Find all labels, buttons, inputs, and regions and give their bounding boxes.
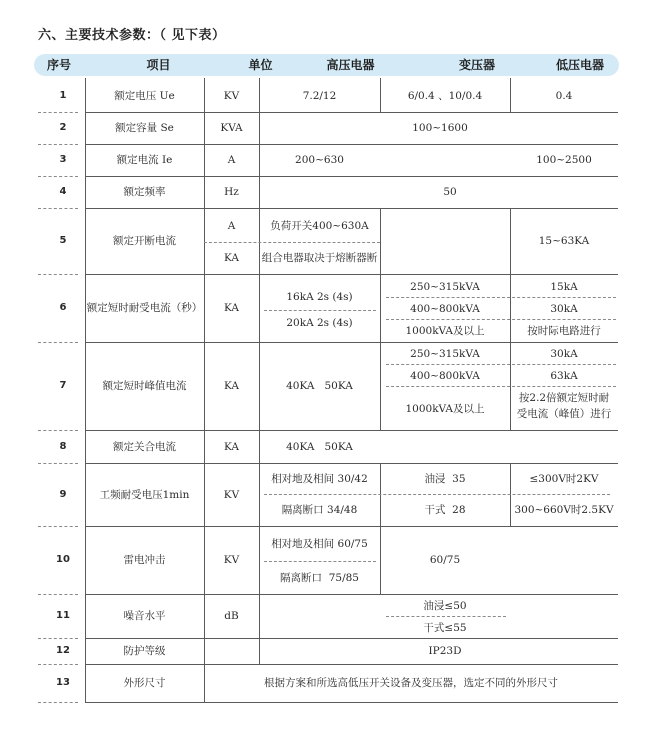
row-13-item: 外形尺寸 <box>123 677 166 689</box>
row-6-lv-b: 30kA <box>550 302 578 315</box>
row-12-item: 防护等级 <box>123 645 166 657</box>
row-13-span: 根据方案和所选高低压开关设备及变压器，选定不同的外形尺寸 <box>264 677 558 689</box>
row-5-unit-a: A <box>227 220 236 232</box>
row-12-no: 12 <box>56 645 70 656</box>
row-10-hv-a: 相对地及相间 60/75 <box>271 538 368 550</box>
row-9-lv-b: 300~660V时2.5KV <box>514 504 614 516</box>
header-item: 项目 <box>146 58 171 72</box>
row-6-transformer-a: 250~315kVA <box>410 280 480 293</box>
row-5-no: 5 <box>59 235 67 246</box>
row-7-unit: KA <box>223 380 239 392</box>
row-6-lv-a: 15kA <box>550 280 578 293</box>
header-unit: 单位 <box>248 58 273 72</box>
row-5-unit-b: KA <box>223 252 239 264</box>
row-7-item: 额定短时峰值电流 <box>102 380 187 392</box>
row-11-unit: dB <box>224 610 239 622</box>
row-2-item: 额定容量 Se <box>115 122 174 134</box>
row-9-hv-a: 相对地及相间 30/42 <box>271 473 368 485</box>
row-10-hv-b: 隔离断口 75/85 <box>280 572 359 584</box>
row-6-no: 6 <box>59 302 67 313</box>
row-10-item: 雷电冲击 <box>123 554 166 566</box>
row-11-item: 噪音水平 <box>123 610 166 622</box>
row-1-item: 额定电压 Ue <box>114 90 175 102</box>
row-6-hv-b: 20kA 2s (4s) <box>286 317 353 329</box>
row-5-lv: 15~63KA <box>538 235 590 247</box>
row-4-unit: Hz <box>224 186 239 198</box>
row-7-hv: 40KA 50KA <box>286 380 353 392</box>
header-transformer: 变压器 <box>458 58 495 72</box>
row-5-hv-a: 负荷开关400~630A <box>270 220 369 232</box>
row-1-unit: KV <box>223 90 240 102</box>
row-6-transformer-c: 1000kVA及以上 <box>405 325 485 337</box>
row-3-item: 额定电流 Ie <box>116 154 173 166</box>
row-10-transformer: 60/75 <box>429 554 461 566</box>
row-6-item: 额定短时耐受电流（秒） <box>86 302 203 314</box>
row-7-lv-c1: 按2.2倍额定短时耐 <box>518 392 610 404</box>
row-1-no: 1 <box>59 90 67 101</box>
row-4-transformer: 50 <box>443 186 457 198</box>
header-no: 序号 <box>46 58 71 72</box>
header-lv: 低压电器 <box>555 58 604 72</box>
row-8-no: 8 <box>59 440 67 452</box>
row-6-hv-a: 16kA 2s (4s) <box>286 291 353 303</box>
row-8-unit: KA <box>223 440 239 453</box>
table-header <box>34 54 619 76</box>
row-11-transformer-a: 油浸≤50 <box>423 599 467 612</box>
row-11-transformer-b: 干式≤55 <box>423 621 467 634</box>
row-8-item: 额定关合电流 <box>113 440 176 453</box>
row-9-transformer-b: 干式 28 <box>424 504 466 516</box>
row-7-lv-a: 30kA <box>550 347 578 360</box>
row-7-transformer-b: 400~800kVA <box>410 369 480 382</box>
row-9-no: 9 <box>59 488 67 500</box>
row-7-lv-c2: 受电流（峰值）进行 <box>516 408 612 420</box>
row-3-no: 3 <box>59 154 67 165</box>
row-9-hv-b: 隔离断口 34/48 <box>281 504 358 516</box>
row-2-unit: KVA <box>220 122 243 134</box>
row-1-hv: 7.2/12 <box>302 90 337 102</box>
row-11-no: 11 <box>56 610 70 621</box>
row-6-lv-c: 按时际电路进行 <box>527 325 601 337</box>
row-9-transformer-a: 油浸 35 <box>424 473 466 485</box>
row-3-hv: 200~630 <box>295 154 344 166</box>
header-hv: 高压电器 <box>326 58 375 72</box>
row-2-no: 2 <box>59 122 67 133</box>
row-1-lv: 0.4 <box>555 90 573 102</box>
row-8-hv: 40KA 50KA <box>286 440 353 453</box>
row-5-hv-b: 组合电器取决于熔断器断 <box>261 252 378 264</box>
row-9-item: 工频耐受电压1min <box>99 488 190 501</box>
row-4-item: 额定频率 <box>123 186 166 198</box>
row-4-no: 4 <box>59 186 67 197</box>
row-13-no: 13 <box>56 677 70 688</box>
section-title: 六、主要技术参数：（ 见下表） <box>38 28 226 43</box>
row-3-lv: 100~2500 <box>536 154 592 166</box>
row-6-transformer-b: 400~800kVA <box>410 302 480 315</box>
row-6-unit: KA <box>223 302 239 314</box>
row-3-unit: A <box>227 154 236 166</box>
row-9-lv-a: ≤300V时2KV <box>529 473 599 485</box>
row-1-transformer: 6/0.4 、10/0.4 <box>407 90 483 102</box>
row-10-unit: KV <box>223 554 240 566</box>
row-7-transformer-c: 1000kVA及以上 <box>405 402 485 415</box>
row-9-unit: KV <box>223 488 240 501</box>
row-5-item: 额定开断电流 <box>113 235 176 247</box>
row-7-no: 7 <box>59 380 67 391</box>
row-12-transformer: IP23D <box>428 645 462 657</box>
row-10-no: 10 <box>56 554 70 565</box>
row-7-lv-b: 63kA <box>550 369 578 382</box>
row-7-transformer-a: 250~315kVA <box>410 347 480 360</box>
row-2-transformer: 100~1600 <box>412 122 468 134</box>
